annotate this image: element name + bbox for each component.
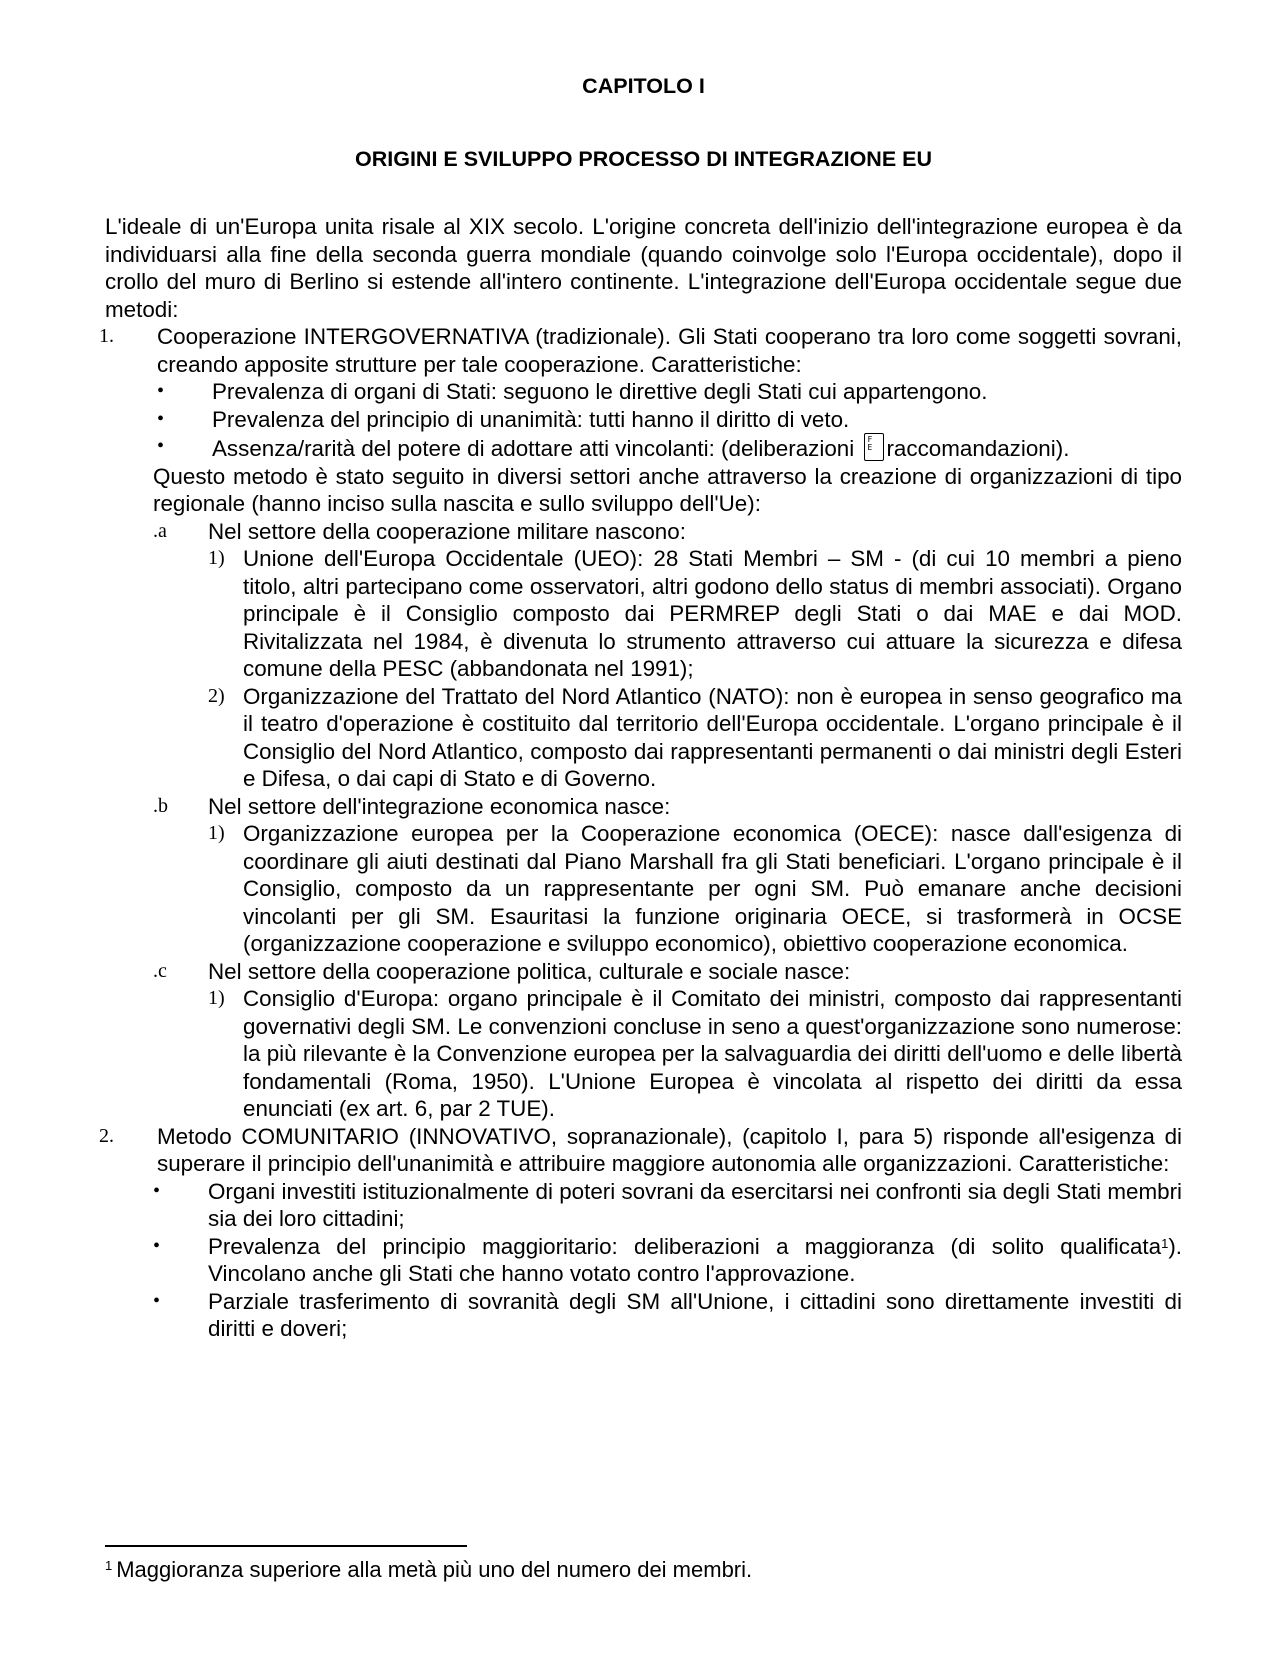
method-2-number: 2. (99, 1124, 114, 1147)
sector-b-marker: .b (153, 794, 168, 817)
method-2-bullet-text-end: ). Vincolano anche gli Stati che hanno votato contro l'approvazione. (208, 1233, 1182, 1286)
sector-a-text: Nel settore della cooperazione militare nascono: (208, 518, 686, 544)
method-1-bullet-text: Prevalenza di organi di Stati: seguono le direttive degli Stati cui appartengono. (212, 379, 988, 404)
method-1 (99, 323, 1182, 378)
sector-c-text: Nel settore della cooperazione politica, culturale e sociale nasce: (208, 958, 851, 984)
section-title: ORIGINI E SVILUPPO PROCESSO DI INTEGRAZIONE EU (355, 146, 932, 171)
sector-c (105, 958, 1182, 986)
method-1-bullet (105, 378, 1182, 406)
sector-b-item (105, 820, 1182, 958)
sector-c-item (105, 985, 1182, 1123)
method-1-bullet (105, 406, 1182, 434)
sector-a-item (105, 683, 1182, 793)
method-1-bullet (105, 433, 1182, 463)
sector-b-text: Nel settore dell'integrazione economica nasce: (208, 793, 671, 819)
item-text: Organizzazione del Trattato del Nord Atlantico (NATO): non è europea in senso geografico ma il teatro d'operazione è costituito dal territorio dell'Europa occidentale. L'organo principale è il Consiglio del Nord Atlantico, composto dai rappresentanti permanenti o dai ministri degli Esteri e Difesa, o dai capi di Stato e di Governo. (243, 683, 1182, 791)
method-1-text: Cooperazione INTERGOVERNATIVA (tradizionale). Gli Stati cooperano tra loro come soggetti sovrani, creando apposite strutture per tale cooperazione. Caratteristiche: (157, 324, 1182, 377)
footnote-marker: 1 (105, 1558, 113, 1573)
bullet-icon: • (153, 1179, 161, 1202)
method-2-text: Metodo COMUNITARIO (INNOVATIVO, sopranazionale), (capitolo I, para 5) risponde all'esigenza di superare il principio dell'unanimità e attribuire maggiore autonomia alle organizzazioni. Caratteristiche: (157, 1123, 1182, 1176)
footnote-text: Maggioranza superiore alla metà più uno del numero dei membri. (116, 1557, 753, 1582)
method-1-bullet-text: Prevalenza del principio di unanimità: tutti hanno il diritto di veto. (212, 406, 850, 432)
footnote-separator (105, 1545, 467, 1547)
sector-a-item (105, 545, 1182, 683)
item-marker: 2) (208, 684, 225, 707)
bullet-icon: • (153, 1289, 161, 1312)
footnote-reference[interactable]: 1 (1161, 1235, 1169, 1251)
sector-c-marker: .c (153, 959, 167, 982)
item-text: Unione dell'Europa Occidentale (UEO): 28 Stati Membri – SM - (di cui 10 membri a pieno titolo, altri partecipano come osservatori, altri godono dello status di membri associati). Organo principale è il Consiglio composto dai PERMREP degli Stati o dai MAE e dai MOD. Rivitalizzata nel 1984, è divenuta lo strumento attraverso cui attuare la sicurezza e difesa comune della PESC (abbandonata nel 1991); (243, 546, 1182, 681)
method-1-bullet-text: Assenza/rarità del potere di adottare atti vincolanti: (deliberazioni (212, 436, 855, 461)
method-2 (99, 1123, 1182, 1178)
bullet-icon: • (153, 1234, 161, 1257)
intro-paragraph: L'ideale di un'Europa unita risale al XIX secolo. L'origine concreta dell'inizio dell'integrazione europea è da individuarsi alla fine della seconda guerra mondiale (quando coinvolge solo l'Europa occidentale), dopo il crollo del muro di Berlino si estende all'intero continente. L'integrazione dell'Europa occidentale segue due metodi: (105, 214, 1182, 322)
page-content (99, 73, 1182, 1343)
footnote (105, 1556, 752, 1584)
method-2-bullet-text: Prevalenza del principio maggioritario: deliberazioni a maggioranza (di solito qualificata (208, 1233, 1162, 1259)
item-marker: 1) (208, 987, 225, 1009)
sector-b (105, 793, 1182, 821)
method-2-bullet (105, 1288, 1182, 1343)
sector-a-marker: .a (153, 519, 167, 542)
method-2-bullet-text: Organi investiti istituzionalmente di poteri sovrani da esercitarsi nei confronti sia degli Stati membri sia dei loro cittadini; (208, 1178, 1182, 1231)
method-1-after: Questo metodo è stato seguito in diversi settori anche attraverso la creazione di organizzazioni di tipo regionale (hanno inciso sulla nascita e sullo sviluppo dell'Ue): (153, 463, 1182, 516)
embedded-object-icon: F E (864, 433, 884, 461)
chapter-heading: CAPITOLO I (582, 74, 705, 98)
item-text: Consiglio d'Europa: organo principale è il Comitato dei ministri, composto dai rappresentanti governativi degli SM. Le convenzioni concluse in seno a quest'organizzazione sono numerose: la più rilevante è la Convenzione europea per la salvaguardia dei diritti dell'uomo e delle libertà fondamentali (Roma, 1950). L'Unione Europea è vincolata al rispetto dei diritti da essa enunciati (ex art. 6, par 2 TUE). (243, 986, 1182, 1121)
method-2-bullet (105, 1178, 1182, 1233)
method-2-bullet-text: Parziale trasferimento di sovranità degli SM all'Unione, i cittadini sono direttamente investiti di diritti e doveri; (208, 1288, 1182, 1341)
bullet-icon: • (157, 407, 165, 430)
method-1-number: 1. (99, 325, 114, 347)
item-marker: 1) (208, 822, 225, 844)
item-text: Organizzazione europea per la Cooperazione economica (OECE): nasce dall'esigenza di coordinare gli aiuti destinati dal Piano Marshall fra gli Stati beneficiari. L'organo principale è il Consiglio, composto da un rappresentante per ogni SM. Può emanare anche decisioni vincolanti per gli SM. Esauritasi la funzione originaria OECE, si trasformerà in OCSE (organizzazione cooperazione e sviluppo economico), obiettivo cooperazione economica. (243, 821, 1182, 956)
bullet-icon: • (157, 380, 165, 402)
item-marker: 1) (208, 547, 225, 569)
method-1-bullet-text-end: raccomandazioni). (886, 436, 1070, 461)
method-2-bullet (105, 1233, 1182, 1288)
sector-a (105, 518, 1182, 546)
bullet-icon: • (157, 435, 165, 457)
